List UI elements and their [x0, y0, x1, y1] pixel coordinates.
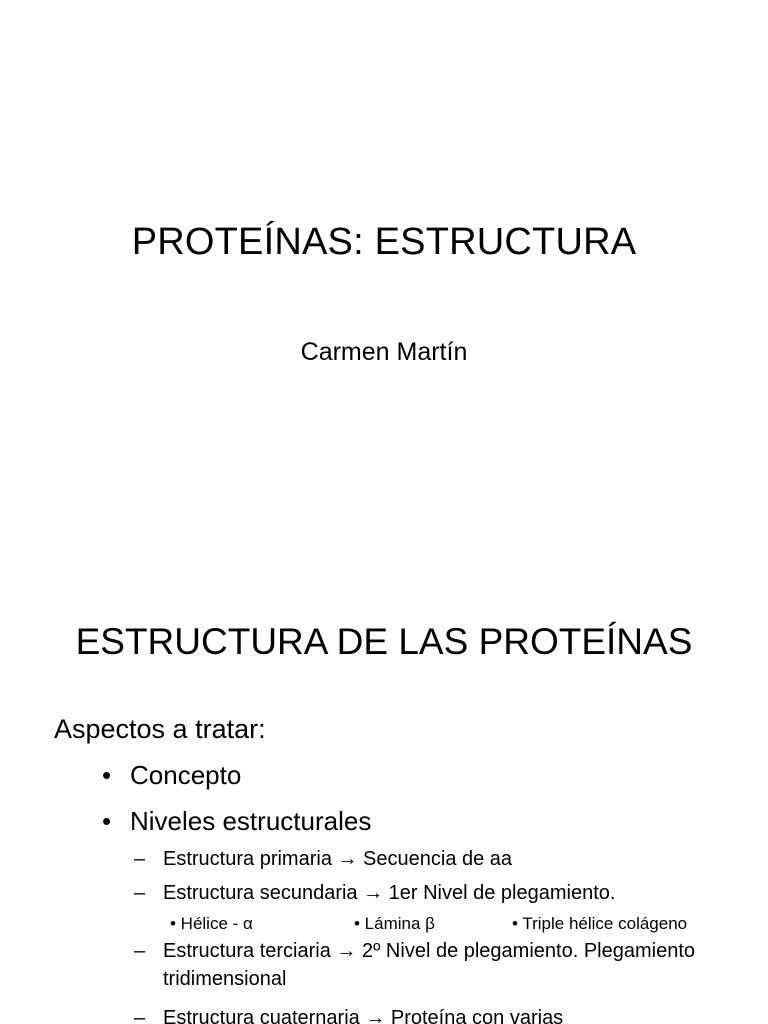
helix-alpha-item: • Hélice - α: [170, 914, 253, 933]
sub-item-text: Estructura cuaternaria → Proteína con varias: [163, 1007, 564, 1024]
bullet-marker: •: [102, 806, 112, 836]
bullet-item: [102, 804, 371, 838]
sub-item-text: Estructura primaria → Secuencia de aa: [163, 848, 513, 870]
bullet-text: Niveles estructurales: [130, 806, 372, 836]
dash-marker: –: [134, 940, 146, 962]
slide-title: PROTEÍNAS: ESTRUCTURA: [131, 221, 637, 263]
dash-marker: –: [134, 848, 146, 870]
content-slide: [0, 576, 768, 1024]
sub-item: [134, 879, 615, 907]
sub-item: [134, 1004, 563, 1024]
slide-title: ESTRUCTURA DE LAS PROTEÍNAS: [75, 621, 693, 662]
collagen-triple-helix-item: • Triple hélice colágeno: [512, 914, 688, 933]
author-name: Carmen Martín: [300, 338, 468, 366]
sub-item-text: Estructura secundaria → 1er Nivel de plegamiento.: [163, 882, 616, 904]
sub-item: [134, 937, 723, 993]
bullet-item: [102, 758, 241, 792]
sub-item-text: Estructura terciaria → 2º Nivel de plegamiento. Plegamiento tridimensional: [163, 940, 696, 990]
beta-sheet-item: • Lámina β: [354, 914, 435, 933]
dash-marker: –: [134, 1007, 146, 1024]
intro-text: Aspectos a tratar:: [54, 714, 266, 744]
bullet-marker: •: [102, 760, 112, 790]
dash-marker: –: [134, 882, 146, 904]
sub-item: [134, 845, 512, 873]
bullet-text: Concepto: [130, 760, 242, 790]
